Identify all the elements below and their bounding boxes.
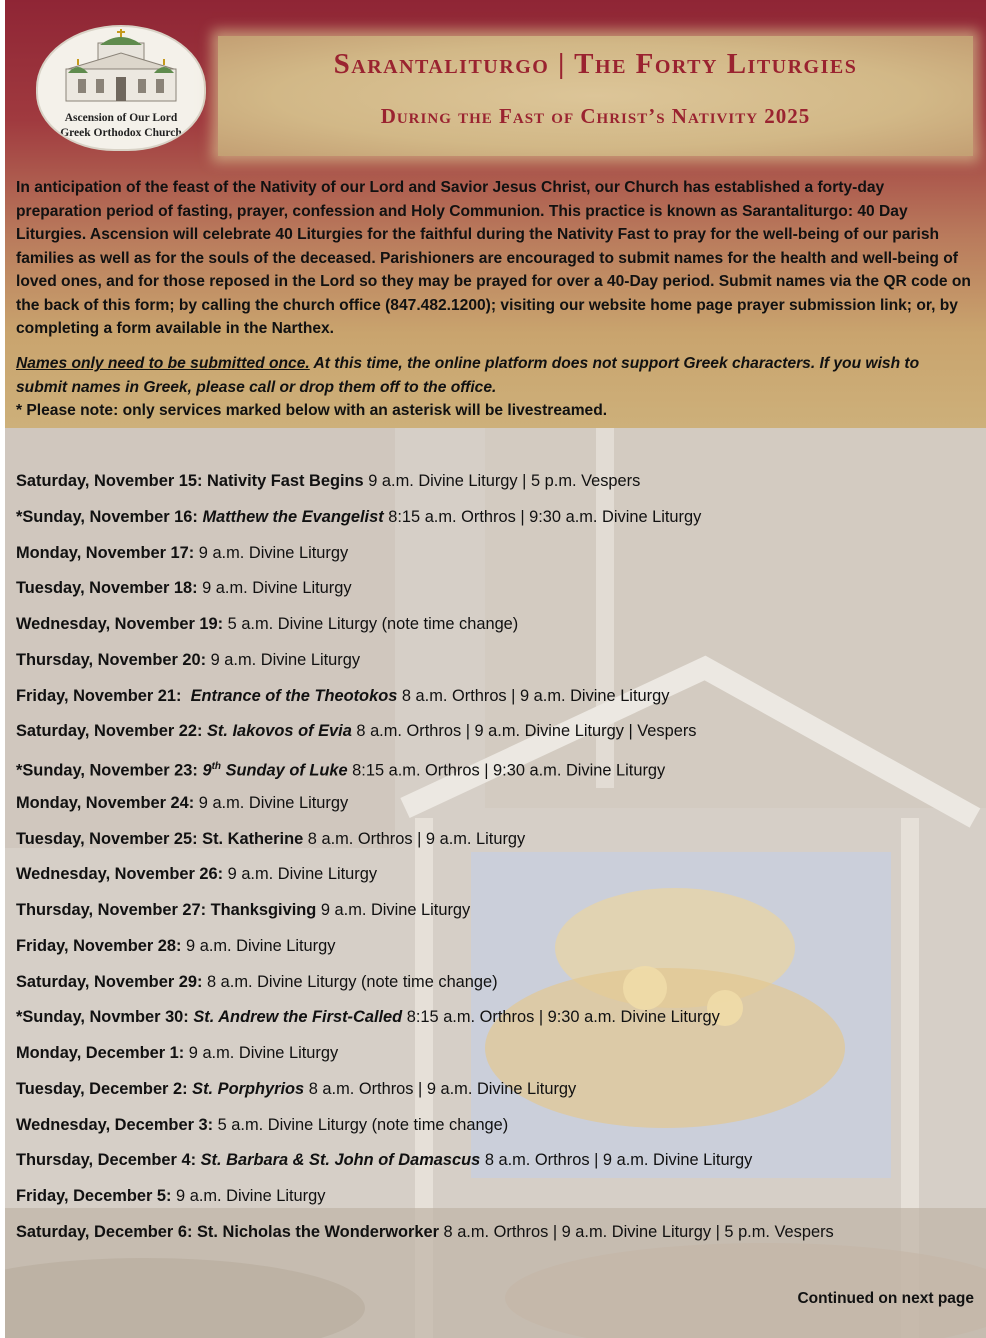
title-box (218, 36, 973, 156)
schedule-date: Thursday, November 20: (16, 650, 207, 669)
schedule-date: Tuesday, November 18: (16, 579, 198, 598)
schedule-row (16, 684, 976, 720)
schedule-date: Tuesday, November 25: (16, 829, 198, 848)
schedule-feast-sup: th (211, 761, 222, 772)
schedule-row (16, 970, 976, 1006)
intro-paragraph: In anticipation of the feast of the Nativity of our Lord and Savior Jesus Christ, our Church has established a forty-day preparation period of fasting, prayer, confession and Holy Communion. This practice is known as Sarantaliturgo: 40 Day Liturgies. Ascension will celebrate 40 Liturgies for the faithful during the Nativity Fast to pray for the well-being of our parish families as well as for the souls of the deceased. Parishioners are encouraged to submit names for the health and well-being of loved ones, and for those reposed in the Lord so they may be prayed for over a 40-Day period. Submit names via the QR code on the back of this form; by calling the church office (847.482.1200); visiting our website home page prayer submission link; or, by completing a form available in the Narthex. (16, 179, 971, 337)
church-logo (36, 25, 206, 151)
schedule-services: 9 a.m. Divine Liturgy (194, 793, 349, 812)
schedule-row (16, 469, 976, 505)
schedule-services: 8 a.m. Orthros | 9 a.m. Divine Liturgy (304, 1079, 577, 1098)
logo-line-2: Greek Orthodox Church (60, 127, 182, 139)
schedule-row (16, 1220, 976, 1256)
schedule-row (16, 576, 976, 612)
submission-note (16, 352, 974, 423)
schedule-services: 9 a.m. Divine Liturgy | 5 p.m. Vespers (363, 472, 641, 490)
schedule-separator (181, 687, 190, 705)
schedule-row (16, 1113, 976, 1149)
schedule-services: 8 a.m. Orthros | 9 a.m. Liturgy (303, 829, 526, 848)
schedule-services: 9 a.m. Divine Liturgy (194, 543, 349, 562)
schedule-services: 9 a.m. Divine Liturgy (171, 1187, 326, 1205)
liturgy-schedule (16, 469, 976, 1256)
note-italic: At this time, the online platform does not support Greek characters. If you wish to submit names in Greek, please call or drop them off to the office. (16, 355, 920, 396)
schedule-services: 9 a.m. Divine Liturgy (184, 1044, 339, 1062)
schedule-feast: Nativity Fast Begins (207, 472, 364, 490)
schedule-date: Wednesday, November 26: (16, 865, 224, 884)
schedule-row (16, 791, 976, 827)
schedule-date: Monday, December 1: (16, 1044, 185, 1062)
schedule-feast-tail: Sunday of Luke (221, 761, 348, 780)
schedule-services: 5 a.m. Divine Liturgy (note time change) (223, 615, 519, 633)
schedule-row (16, 648, 976, 684)
schedule-date: Friday, November 21: (16, 686, 182, 705)
schedule-feast: St. Nicholas the Wonderworker (197, 1222, 439, 1241)
schedule-row (16, 934, 976, 970)
schedule-services: 8 a.m. Orthros | 9 a.m. Divine Liturgy (480, 1151, 753, 1170)
schedule-date: Saturday, November 29: (16, 972, 203, 991)
schedule-services: 8 a.m. Orthros | 9 a.m. Divine Liturgy | Vespers (351, 722, 697, 741)
schedule-services: 9 a.m. Divine Liturgy (223, 865, 378, 884)
schedule-services: 8:15 a.m. Orthros | 9:30 a.m. Divine Liturgy (383, 507, 702, 526)
schedule-feast: St. Iakovos of Evia (207, 722, 352, 741)
schedule-feast: Thanksgiving (210, 901, 317, 919)
schedule-date: Wednesday, December 3: (16, 1115, 214, 1134)
schedule-row (16, 898, 976, 934)
livestream-note: * Please note: only services marked below with an asterisk will be livestreamed. (16, 402, 608, 419)
schedule-feast: 9 (202, 761, 212, 780)
schedule-date: Saturday, December 6: (16, 1222, 193, 1241)
schedule-row (16, 827, 976, 863)
schedule-row (16, 1077, 976, 1113)
schedule-row (16, 1041, 976, 1077)
schedule-row (16, 541, 976, 577)
schedule-services: 8:15 a.m. Orthros | 9:30 a.m. Divine Liturgy (402, 1008, 720, 1027)
schedule-row (16, 1005, 976, 1041)
schedule-services: 8:15 a.m. Orthros | 9:30 a.m. Divine Liturgy (347, 761, 666, 780)
note-underlined: Names only need to be submitted once. (16, 355, 310, 372)
schedule-date: Tuesday, December 2: (16, 1079, 188, 1098)
schedule-services: 8 a.m. Orthros | 9 a.m. Divine Liturgy | 5 p.m. Vespers (438, 1222, 834, 1241)
schedule-feast: St. Barbara & St. John of Damascus (200, 1151, 481, 1170)
schedule-services: 9 a.m. Divine Liturgy (197, 579, 352, 598)
schedule-services: 8 a.m. Orthros | 9 a.m. Divine Liturgy (397, 686, 670, 705)
schedule-services: 9 a.m. Divine Liturgy (181, 936, 336, 955)
schedule-row (16, 755, 976, 791)
schedule-feast: Matthew the Evangelist (202, 507, 384, 526)
schedule-row (16, 1184, 976, 1220)
schedule-date: Monday, November 17: (16, 543, 195, 562)
schedule-date: *Sunday, Novmber 30: (16, 1008, 189, 1027)
schedule-row (16, 719, 976, 755)
schedule-feast: St. Andrew the First-Called (193, 1008, 403, 1027)
schedule-date: Saturday, November 22: (16, 722, 203, 741)
schedule-row (16, 862, 976, 898)
schedule-services: 5 a.m. Divine Liturgy (note time change) (213, 1115, 509, 1134)
schedule-services: 9 a.m. Divine Liturgy (206, 650, 361, 669)
schedule-feast: St. Porphyrios (192, 1079, 305, 1098)
schedule-date: Friday, December 5: (16, 1187, 172, 1205)
schedule-separator: : (196, 472, 207, 490)
schedule-date: Wednesday, November 19: (16, 615, 224, 633)
schedule-row (16, 505, 976, 541)
schedule-feast: Entrance of the Theotokos (190, 686, 398, 705)
schedule-date: Thursday, December 4: (16, 1151, 197, 1170)
schedule-date: *Sunday, November 16: (16, 507, 198, 526)
schedule-date: Friday, November 28: (16, 936, 182, 955)
schedule-date: Thursday, November 27: (16, 901, 207, 919)
schedule-feast: St. Katherine (202, 829, 304, 848)
page-title: Sarantaliturgo | The Forty Liturgies (333, 48, 858, 80)
page-subtitle: During the Fast of Christ’s Nativity 2025 (380, 104, 811, 128)
schedule-services: 8 a.m. Divine Liturgy (note time change) (202, 972, 498, 991)
schedule-date: *Sunday, November 23: (16, 761, 198, 780)
logo-line-1: Ascension of Our Lord (64, 112, 178, 124)
schedule-row (16, 1148, 976, 1184)
continued-label: Continued on next page (797, 1290, 974, 1307)
schedule-row (16, 612, 976, 648)
schedule-date: Saturday, November 15 (16, 472, 197, 490)
schedule-date: Monday, November 24: (16, 793, 195, 812)
schedule-services: 9 a.m. Divine Liturgy (316, 901, 471, 919)
